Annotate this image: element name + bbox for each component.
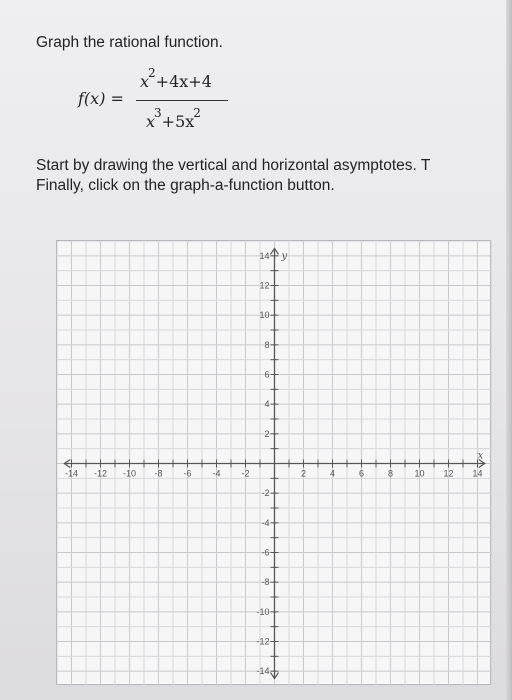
instruction-line-2: Finally, click on the graph-a-function button. xyxy=(36,177,335,194)
graph-area[interactable] xyxy=(56,240,491,685)
y-tick-label: -12 xyxy=(256,636,270,647)
y-tick-label: -14 xyxy=(256,666,270,677)
denominator: $x^3+5x^2$ xyxy=(146,106,201,131)
fraction-bar xyxy=(136,100,228,101)
problem-title: Graph the rational function. xyxy=(36,34,223,51)
y-tick-label: 14 xyxy=(259,250,270,261)
page-edge xyxy=(506,0,512,700)
y-tick-label: -10 xyxy=(256,606,270,617)
numerator: $x^2+4x+4$ xyxy=(140,66,212,91)
x-tick-label: 2 xyxy=(300,468,307,479)
x-tick-label: 14 xyxy=(472,468,483,479)
x-tick-label: 10 xyxy=(414,468,425,479)
x-tick-label: -12 xyxy=(93,468,108,479)
y-tick-label: 8 xyxy=(264,339,270,350)
y-tick-label: -4 xyxy=(261,517,270,528)
x-tick-label: 8 xyxy=(387,468,394,479)
rational-function xyxy=(78,68,278,138)
y-tick-label: 12 xyxy=(259,280,270,291)
y-tick-label: 10 xyxy=(259,310,270,321)
x-tick-label: 4 xyxy=(329,468,336,479)
instruction-line-1: Start by drawing the vertical and horizontal asymptotes. T xyxy=(36,157,431,174)
y-tick-label: -8 xyxy=(261,577,270,588)
function-label: f(x) = xyxy=(78,89,124,108)
x-tick-label: -14 xyxy=(64,468,79,479)
x-tick-label: -4 xyxy=(212,468,221,479)
y-tick-label: 6 xyxy=(264,369,270,380)
x-tick-label: -8 xyxy=(154,468,163,479)
x-tick-label: 12 xyxy=(443,468,454,479)
y-tick-label: 4 xyxy=(264,399,270,410)
x-tick-label: 6 xyxy=(358,468,365,479)
coordinate-plane[interactable] xyxy=(57,241,492,686)
y-tick-label: 2 xyxy=(264,428,270,439)
x-axis-label: x xyxy=(477,450,484,462)
x-tick-label: -2 xyxy=(241,468,250,479)
instructions xyxy=(36,156,430,196)
x-tick-label: -6 xyxy=(183,468,192,479)
x-tick-label: -10 xyxy=(122,468,137,479)
y-tick-label: -6 xyxy=(261,547,270,558)
y-axis-label: y xyxy=(281,250,288,262)
y-tick-label: -2 xyxy=(261,488,270,499)
